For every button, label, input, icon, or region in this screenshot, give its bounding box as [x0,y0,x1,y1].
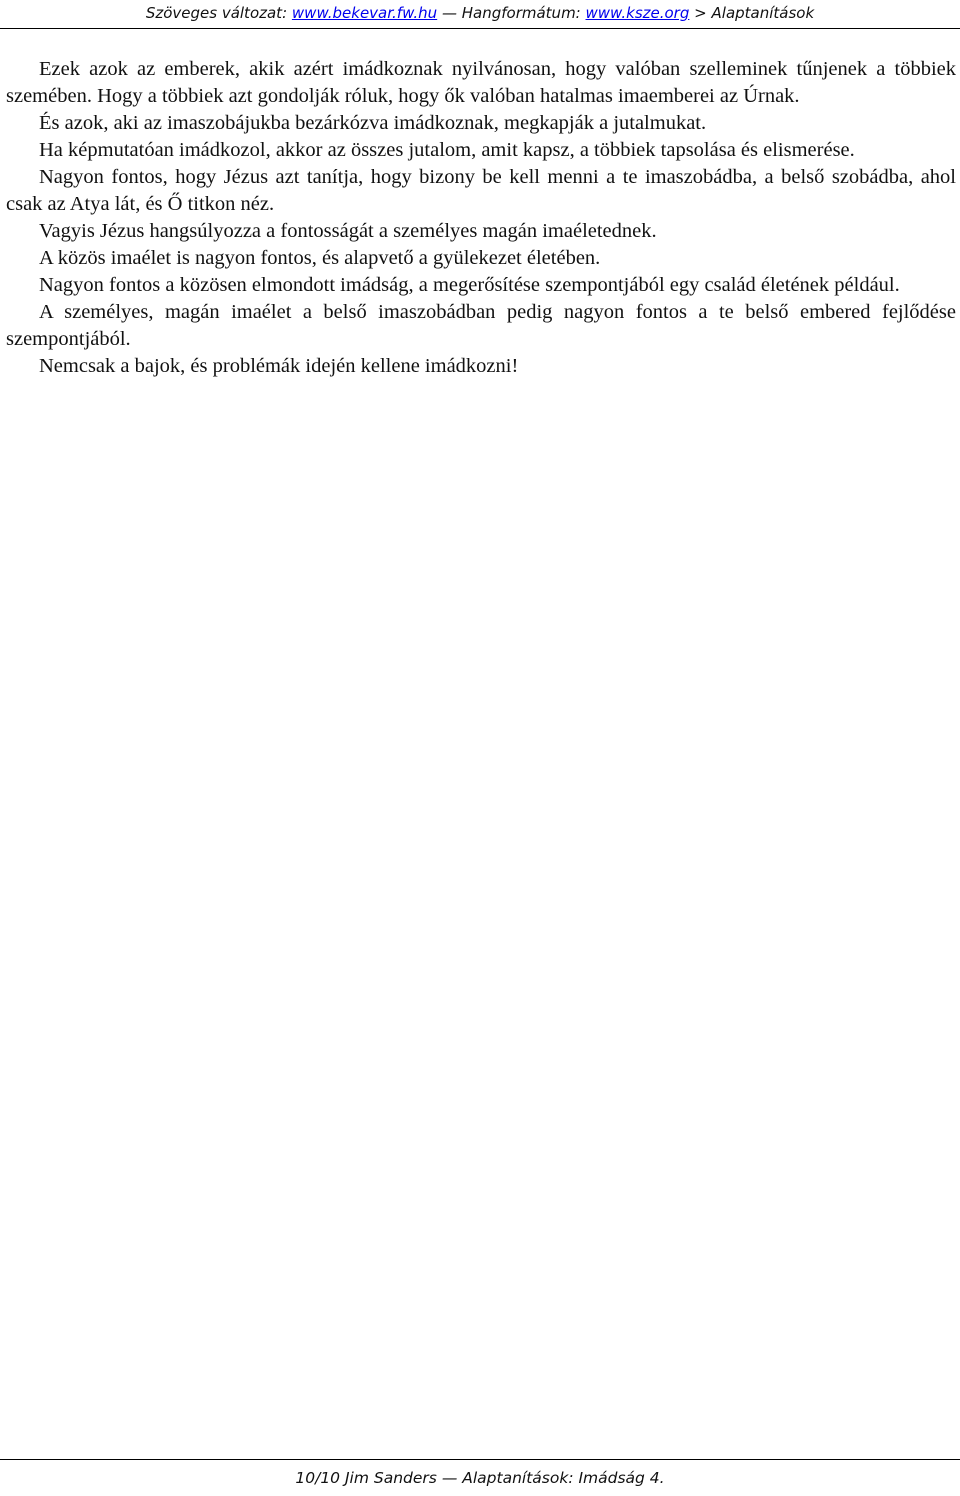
header-audio-label: Hangformátum: [461,4,581,22]
paragraph: Vagyis Jézus hangsúlyozza a fontosságát a személyes magán imaéletednek. [39,220,657,242]
paragraph: Ezek azok az emberek, akik azért imádkoznak nyilvánosan, hogy valóban szelleminek tűnjenek a többiek szemében. Hogy a többiek azt gondolják róluk, hogy ők valóban hatalmas imaemberei az Úrnak. [6,58,956,107]
footer-title: Alaptanítások: Imádság 4. [462,1469,665,1487]
page-footer [0,1459,960,1489]
paragraph: Nagyon fontos, hogy Jézus azt tanítja, hogy bizony be kell menni a te imaszobádba, a belső szobádba, ahol csak az Atya lát, és Ő titkon néz. [6,166,956,215]
document-body [6,56,956,380]
paragraph: Ha képmutatóan imádkozol, akkor az összes jutalom, amit kapsz, a többiek tapsolása és elismerése. [39,139,855,161]
header-text-version-link[interactable]: www.bekevar.fw.hu [291,4,438,22]
header-audio-link[interactable]: www.ksze.org [585,4,690,22]
footer-author: Jim Sanders [344,1469,437,1487]
footer-page-number: 10/10 [295,1469,341,1487]
page-header [0,0,960,29]
paragraph: Nemcsak a bajok, és problémák idején kellene imádkozni! [39,355,519,377]
paragraph: A személyes, magán imaélet a belső imaszobádban pedig nagyon fontos a te belső embered fejlődése szempontjából. [6,301,956,350]
header-breadcrumb-section: Alaptanítások [711,4,815,22]
paragraph: A közös imaélet is nagyon fontos, és alapvető a gyülekezet életében. [39,247,601,269]
header-breadcrumb-arrow: > [694,4,707,22]
footer-dash: — [441,1469,458,1487]
paragraph: Nagyon fontos a közösen elmondott imádság, a megerősítése szempontjából egy család életének például. [39,274,900,296]
header-text-version-label: Szöveges változat: [145,4,288,22]
paragraph: És azok, aki az imaszobájukba bezárkózva imádkoznak, megkapják a jutalmukat. [39,112,707,134]
header-separator: — [441,4,457,22]
